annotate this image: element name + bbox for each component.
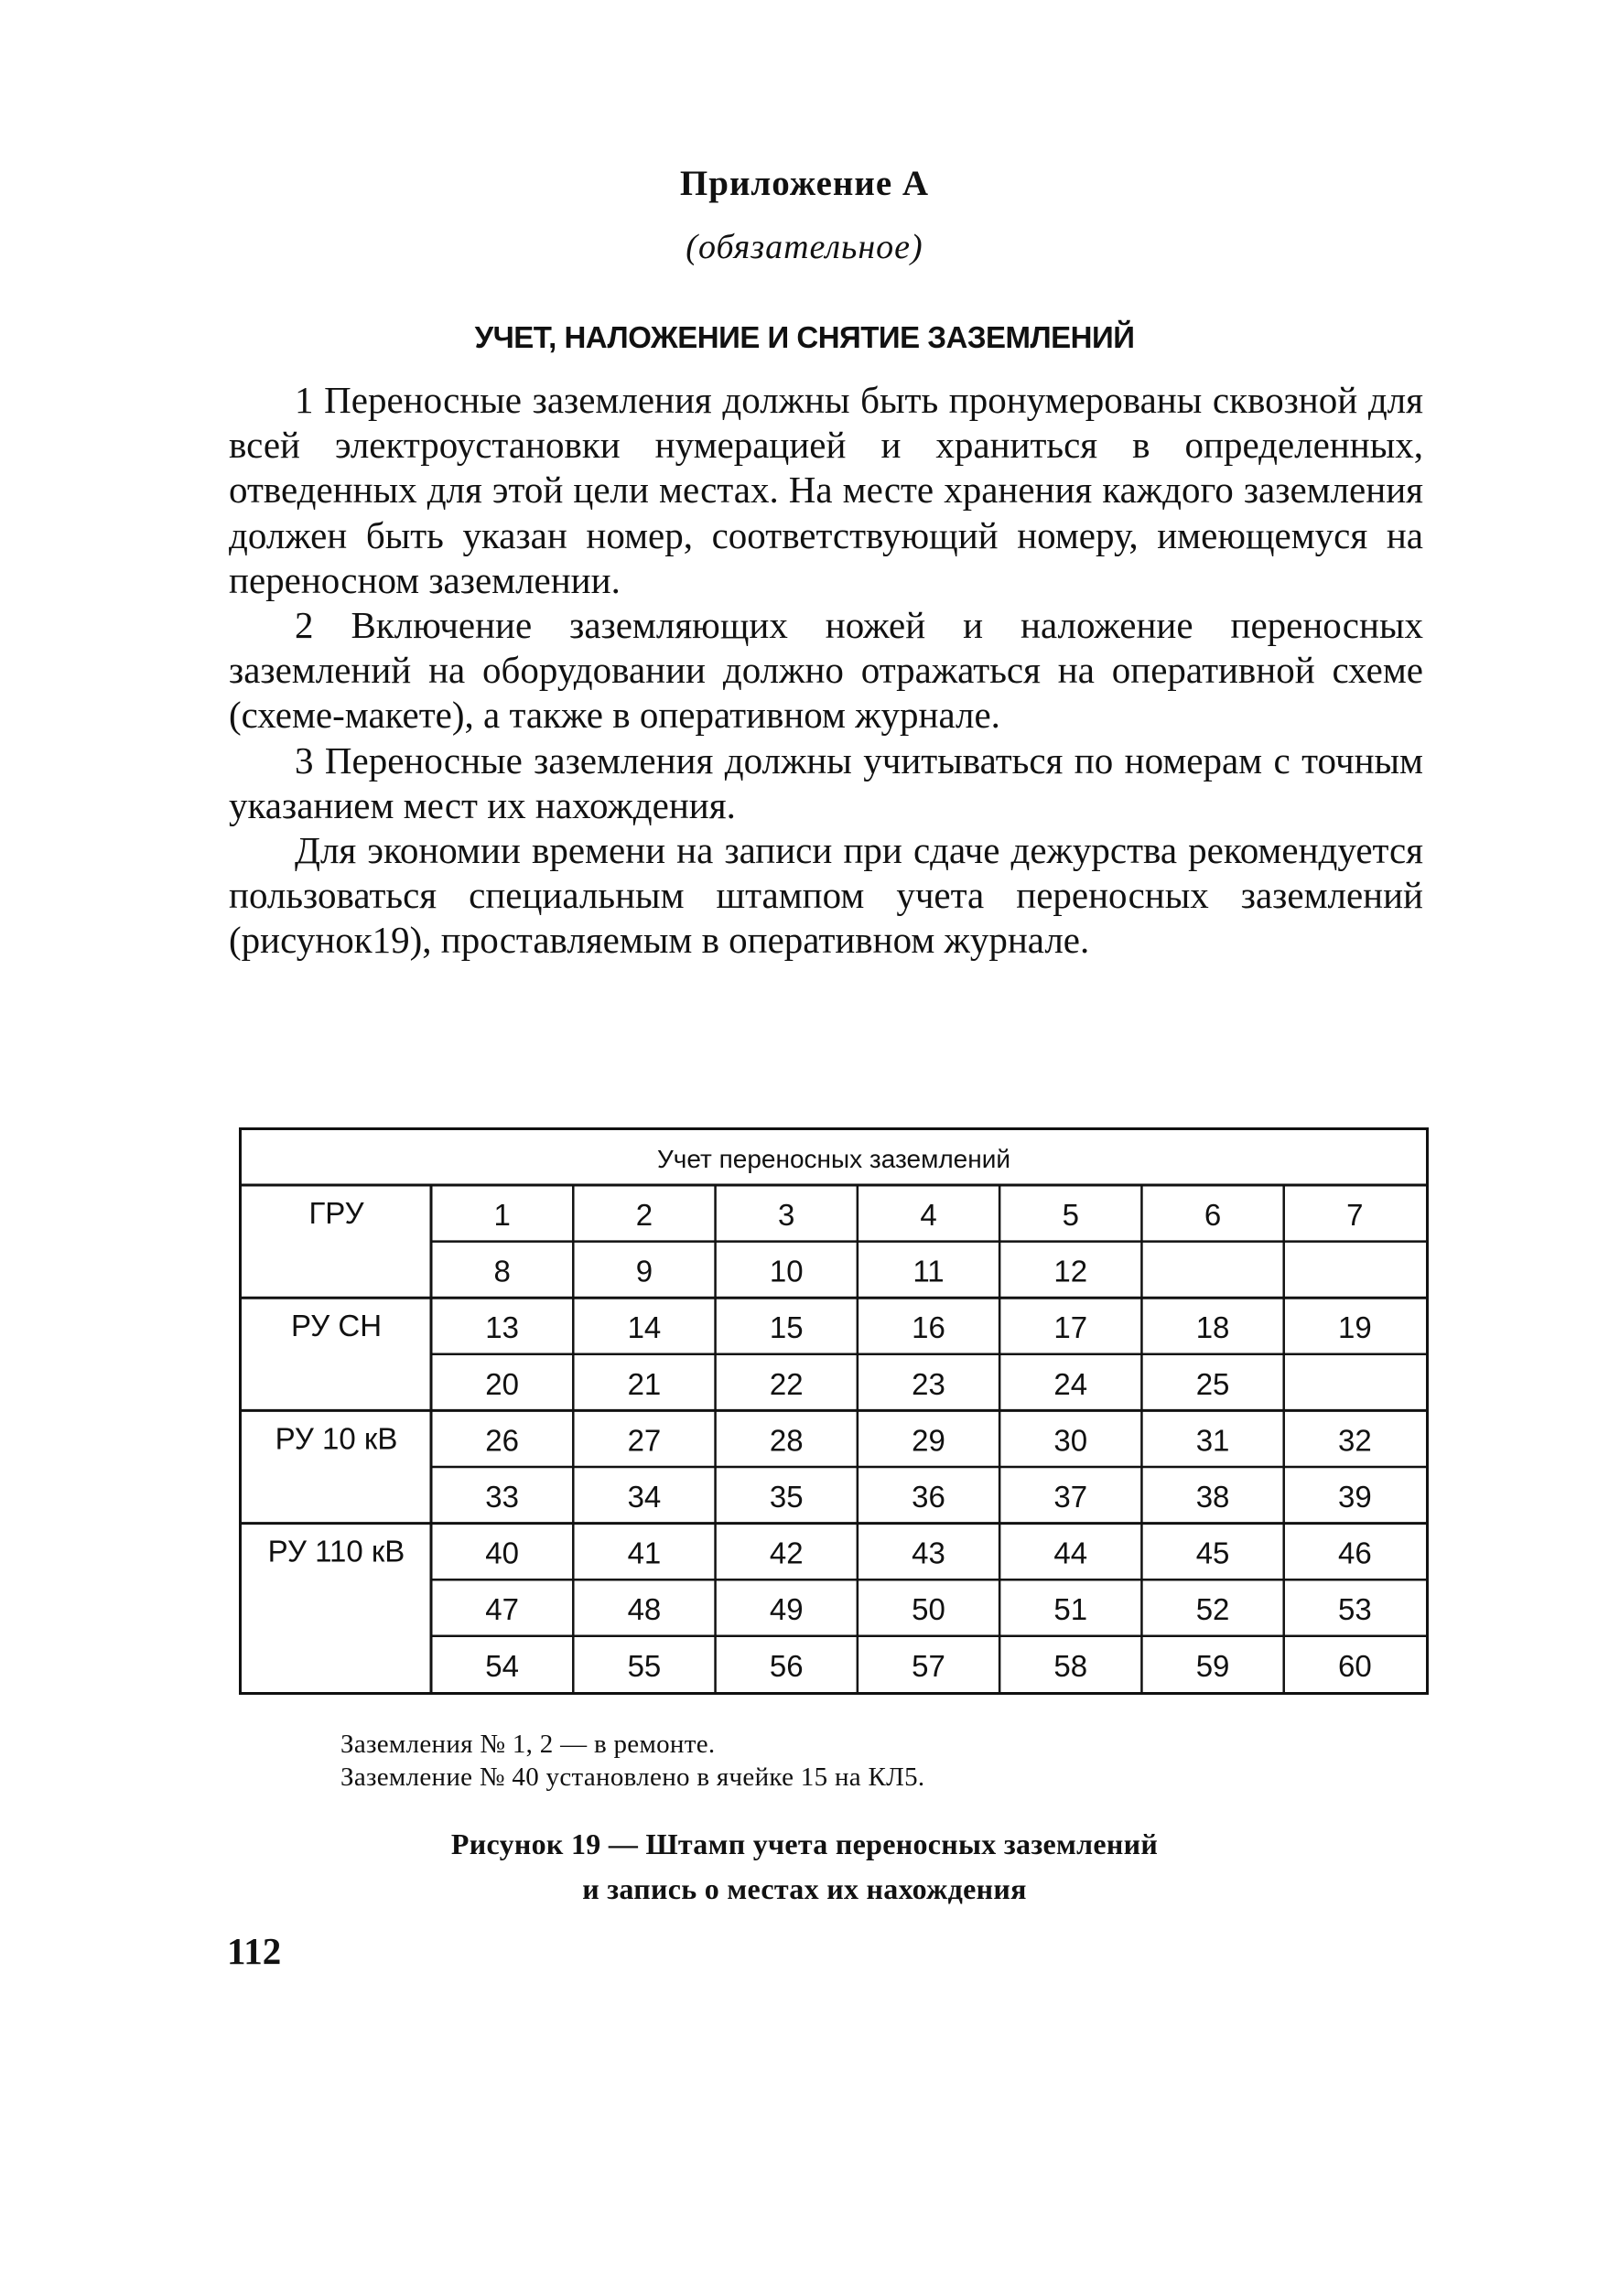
stamp-cell: 42 — [769, 1536, 804, 1570]
stamp-cell: 36 — [912, 1480, 945, 1514]
appendix-title: Приложение А — [679, 164, 930, 203]
stamp-cell: 14 — [627, 1310, 662, 1345]
stamp-cell: 18 — [1195, 1310, 1230, 1345]
stamp-cell: 15 — [769, 1310, 804, 1345]
stamp-cell: 43 — [912, 1536, 945, 1570]
stamp-cell: 30 — [1053, 1423, 1088, 1458]
stamp-cell: 27 — [627, 1423, 662, 1458]
stamp-cell: 23 — [912, 1366, 945, 1401]
stamp-cell: 24 — [1053, 1366, 1088, 1401]
stamp-cell: 1 — [493, 1198, 511, 1232]
stamp-group-label: РУ СН — [290, 1309, 383, 1343]
stamp-cell: 41 — [627, 1536, 662, 1570]
stamp-cell: 53 — [1337, 1592, 1372, 1627]
stamp-cell: 26 — [485, 1423, 520, 1458]
stamp-cell: 34 — [627, 1480, 662, 1514]
stamp-cell: 44 — [1053, 1536, 1088, 1570]
paragraph-3: 3 Переносные заземления должны учитываться по номерам с точным указанием мест их нахождения. — [229, 738, 1423, 826]
section-title: УЧЕТ, НАЛОЖЕНИЕ И СНЯТИЕ ЗАЗЕМЛЕНИЙ — [474, 320, 1135, 354]
stamp-cell: 12 — [1053, 1254, 1088, 1288]
stamp-cell: 55 — [627, 1648, 662, 1683]
stamp-cell: 54 — [485, 1648, 520, 1683]
stamp-cell: 25 — [1195, 1366, 1230, 1401]
stamp-cell: 13 — [485, 1310, 520, 1345]
paragraph-2: 2 Включение заземляющих ножей и наложение переносных заземлений на оборудовании должно отражаться на оперативной схеме (схеме-макете), а также в оперативном журнале. — [229, 604, 1423, 737]
stamp-cell: 17 — [1053, 1310, 1088, 1345]
figure-caption-line-2: и запись о местах их нахождения — [582, 1872, 1027, 1905]
stamp-cell: 29 — [912, 1423, 945, 1458]
stamp-cell: 8 — [493, 1254, 511, 1288]
stamp-cell: 40 — [485, 1536, 520, 1570]
stamp-cell: 5 — [1062, 1198, 1079, 1232]
stamp-group-label: ГРУ — [308, 1196, 364, 1230]
stamp-cell: 28 — [769, 1423, 804, 1458]
stamp-cell: 59 — [1195, 1648, 1230, 1683]
paragraph-4: Для экономии времени на записи при сдаче дежурства рекомендуется пользоваться специальным штампом учета переносных заземлений (рисунок19), проставляемым в оперативном журнале. — [229, 829, 1423, 962]
stamp-cell: 16 — [912, 1310, 945, 1345]
stamp-cell: 45 — [1195, 1536, 1230, 1570]
grounding-stamp-table — [239, 1127, 1429, 1695]
stamp-cell: 57 — [912, 1648, 945, 1683]
figure-caption-line-1: Рисунок 19 — Штамп учета переносных заземлений — [450, 1827, 1159, 1860]
stamp-cell: 56 — [769, 1648, 804, 1683]
stamp-cell: 7 — [1346, 1198, 1364, 1232]
appendix-status: (обязательное) — [686, 228, 923, 266]
stamp-cell: 51 — [1053, 1592, 1088, 1627]
stamp-cell: 2 — [635, 1198, 653, 1232]
stamp-cell: 35 — [769, 1480, 804, 1514]
stamp-cell: 39 — [1337, 1480, 1372, 1514]
stamp-cell: 46 — [1337, 1536, 1372, 1570]
stamp-cell: 22 — [769, 1366, 804, 1401]
stamp-grid — [242, 1130, 1426, 1692]
stamp-cell: 58 — [1053, 1648, 1088, 1683]
stamp-group-label: РУ 110 кВ — [267, 1534, 405, 1568]
stamp-cell: 32 — [1337, 1423, 1372, 1458]
stamp-title: Учет переносных заземлений — [657, 1145, 1010, 1173]
paragraph-1: 1 Переносные заземления должны быть пронумерованы сквозной для всей электроустановки нумерацией и храниться в определенных, отведенных для этой цели местах. На месте хранения каждого заземления должен быть указан номер, соответствующий номеру, имеющемуся на переносном заземлении. — [229, 379, 1423, 601]
stamp-cell: 60 — [1337, 1648, 1372, 1683]
stamp-cell: 3 — [778, 1198, 795, 1232]
stamp-cell: 20 — [485, 1366, 520, 1401]
stamp-cell: 37 — [1053, 1480, 1088, 1514]
stamp-cell: 48 — [627, 1592, 662, 1627]
page-number: 112 — [227, 1930, 282, 1972]
note-repair: Заземления № 1, 2 — в ремонте. — [340, 1730, 716, 1759]
stamp-cell: 31 — [1195, 1423, 1230, 1458]
stamp-cell: 38 — [1195, 1480, 1230, 1514]
stamp-cell: 49 — [769, 1592, 804, 1627]
stamp-cell: 11 — [912, 1254, 945, 1288]
stamp-cell: 47 — [485, 1592, 520, 1627]
stamp-cell: 33 — [485, 1480, 520, 1514]
stamp-cell: 50 — [912, 1592, 945, 1627]
stamp-cell: 4 — [920, 1198, 937, 1232]
stamp-cell: 9 — [635, 1254, 653, 1288]
note-installed: Заземление № 40 установлено в ячейке 15 на КЛ5. — [340, 1762, 925, 1792]
body-text — [229, 378, 1423, 964]
stamp-cell: 10 — [769, 1254, 804, 1288]
stamp-group-label: РУ 10 кВ — [275, 1421, 398, 1456]
stamp-cell: 19 — [1337, 1310, 1372, 1345]
stamp-cell: 6 — [1204, 1198, 1222, 1232]
stamp-cell: 52 — [1195, 1592, 1230, 1627]
stamp-cell: 21 — [627, 1366, 662, 1401]
